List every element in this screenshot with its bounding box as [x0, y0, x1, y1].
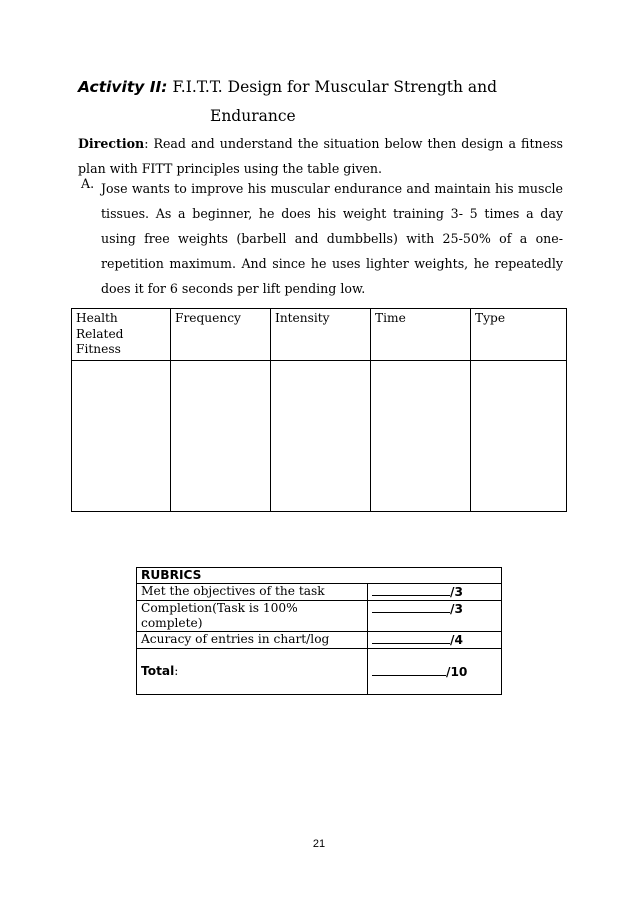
item-a-line: repetition maximum. And since he uses lighter weights, he repeatedly [101, 256, 563, 271]
rubric-criterion: Completion(Task is 100% complete) [137, 601, 368, 632]
rubric-criterion: Met the objectives of the task [137, 584, 368, 601]
rubric-score: /4 [368, 632, 502, 649]
rubric-criterion: Acuracy of entries in chart/log [137, 632, 368, 649]
activity-title-line1: F.I.T.T. Design for Muscular Strength and [172, 78, 498, 96]
item-a-line: Jose wants to improve his muscular endurance and maintain his muscle [101, 181, 563, 196]
rubric-score: /3 [368, 601, 502, 632]
rubrics-total-row [137, 649, 502, 695]
rubrics-title: RUBRICS [137, 568, 502, 584]
rubric-total-label: Total: [137, 649, 368, 695]
header-frequency: Frequency [171, 309, 271, 361]
item-a-line: using free weights (barbell and dumbbells) with 25-50% of a one- [101, 231, 563, 246]
rubrics-title-row [137, 568, 502, 584]
activity-title-line2: Endurance [210, 107, 296, 125]
rubrics-row [137, 584, 502, 601]
item-a-marker: A. [81, 176, 95, 191]
answer-cell-frequency[interactable] [171, 360, 271, 511]
item-a-line: does it for 6 seconds per lift pending low. [101, 281, 366, 296]
header-intensity: Intensity [271, 309, 371, 361]
rubrics-row [137, 632, 502, 649]
direction-label: Direction [78, 136, 145, 151]
fitt-answer-row [72, 360, 567, 511]
answer-cell-health-related-fitness[interactable] [72, 360, 171, 511]
item-a-line: tissues. As a beginner, he does his weight training 3- 5 times a day [101, 206, 563, 221]
direction-text: : Read and understand the situation below then design a fitness plan with FITT principles using the table given. [78, 136, 563, 176]
fitt-header-row [72, 309, 567, 361]
activity-label: Activity II: [78, 78, 168, 96]
answer-cell-time[interactable] [371, 360, 471, 511]
fitt-table [71, 308, 567, 512]
header-time: Time [371, 309, 471, 361]
rubric-total-score: /10 [368, 649, 502, 695]
answer-cell-intensity[interactable] [271, 360, 371, 511]
page-number: 21 [312, 838, 326, 850]
header-health-related-fitness: Health Related Fitness [72, 309, 171, 361]
rubrics-table [136, 567, 502, 695]
item-a-text [101, 176, 563, 301]
answer-cell-type[interactable] [471, 360, 567, 511]
direction-paragraph [78, 131, 563, 181]
rubric-score: /3 [368, 584, 502, 601]
activity-heading [78, 78, 497, 96]
rubrics-row [137, 601, 502, 632]
header-type: Type [471, 309, 567, 361]
